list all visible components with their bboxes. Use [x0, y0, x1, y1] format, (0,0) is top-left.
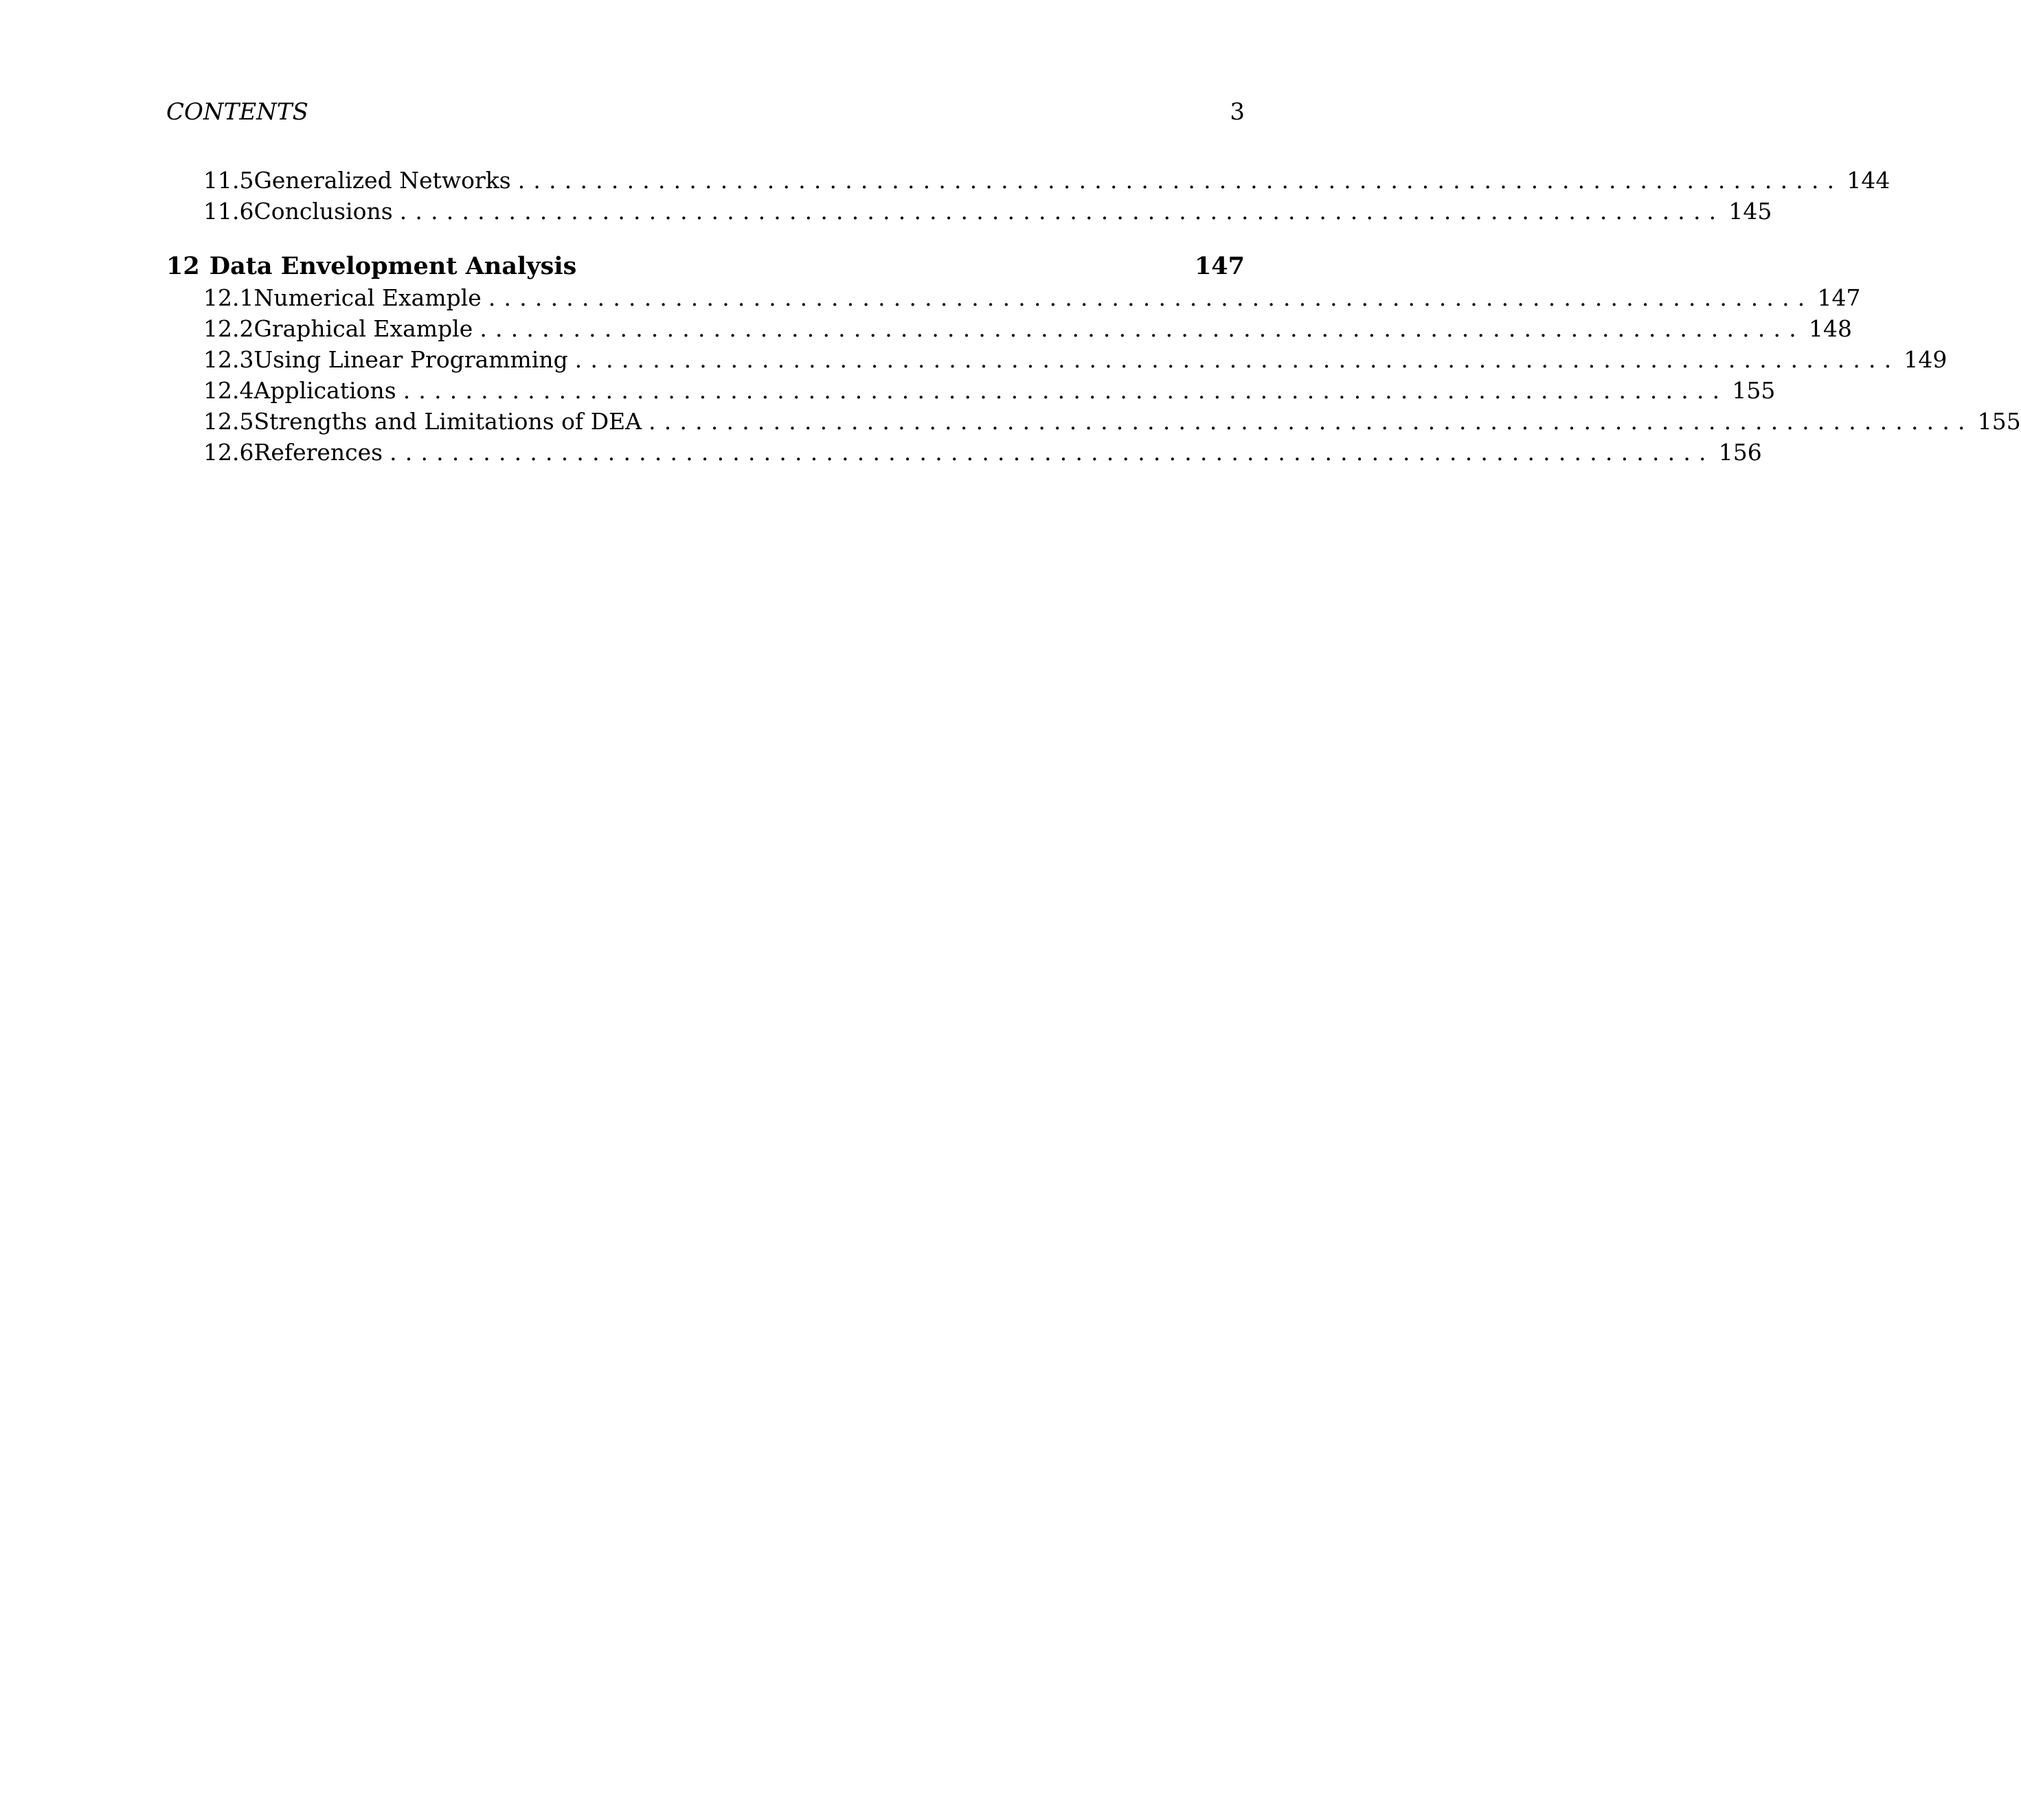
toc-entry-page: 155	[1977, 408, 2021, 435]
toc-entry-title: Using Linear Programming	[253, 346, 568, 373]
running-head-title: CONTENTS	[166, 98, 308, 126]
running-head-page-number: 3	[1230, 98, 1245, 126]
toc-entry-11-6[interactable]	[166, 196, 1772, 227]
toc-entry-title: Applications	[253, 377, 396, 404]
toc-entry-page: 149	[1904, 346, 1947, 373]
toc-entry-title: Graphical Example	[253, 315, 473, 342]
toc-entry-page: 155	[1732, 377, 1776, 404]
toc-entry-number: 11.6	[203, 198, 254, 225]
dot-leader: .....................................................................................	[517, 167, 1843, 194]
toc-entry-number: 11.5	[203, 167, 254, 194]
toc-entry-12-6[interactable]	[166, 437, 1762, 468]
toc-chapter-page: 147	[1194, 252, 1245, 280]
toc-entry-page: 144	[1847, 167, 1890, 194]
toc-entry-12-4[interactable]	[166, 375, 1776, 407]
toc-entry-title: Strengths and Limitations of DEA	[253, 408, 642, 435]
toc-entry-12-1[interactable]	[166, 282, 1861, 314]
running-head	[166, 95, 1245, 129]
toc-entry-page: 147	[1817, 284, 1861, 311]
toc-chapter-number: 12	[166, 252, 200, 280]
dot-leader: .....................................................................................	[479, 315, 1805, 342]
dot-leader: .....................................................................................	[488, 284, 1814, 311]
toc-entry-12-5[interactable]	[166, 406, 2021, 437]
toc-chapter-12[interactable]	[166, 251, 1245, 282]
toc-entry-11-5[interactable]	[166, 165, 1890, 196]
toc-entry-title: References	[253, 439, 383, 466]
toc-entry-number: 12.4	[203, 377, 254, 404]
toc-entry-title: Numerical Example	[253, 284, 482, 311]
toc-entry-page: 156	[1718, 439, 1762, 466]
dot-leader: .....................................................................................	[389, 439, 1715, 466]
dot-leader: .....................................................................................	[648, 408, 1974, 435]
toc-entry-number: 12.1	[203, 284, 254, 311]
toc-entry-12-3[interactable]	[166, 344, 1947, 376]
toc-entry-12-2[interactable]	[166, 313, 1852, 345]
toc-entry-number: 12.5	[203, 408, 254, 435]
toc-entry-number: 12.2	[203, 315, 254, 342]
toc-entry-page: 145	[1728, 198, 1772, 225]
toc-entry-number: 12.6	[203, 439, 254, 466]
toc-entry-page: 148	[1808, 315, 1852, 342]
dot-leader: .....................................................................................	[403, 377, 1728, 404]
dot-leader: .....................................................................................	[574, 346, 1900, 373]
toc-entry-title: Generalized Networks	[253, 167, 511, 194]
toc-entry-title: Conclusions	[253, 198, 393, 225]
dot-leader: .....................................................................................	[399, 198, 1725, 225]
toc-chapter-title: Data Envelopment Analysis	[209, 252, 577, 280]
toc-entry-number: 12.3	[203, 346, 254, 373]
